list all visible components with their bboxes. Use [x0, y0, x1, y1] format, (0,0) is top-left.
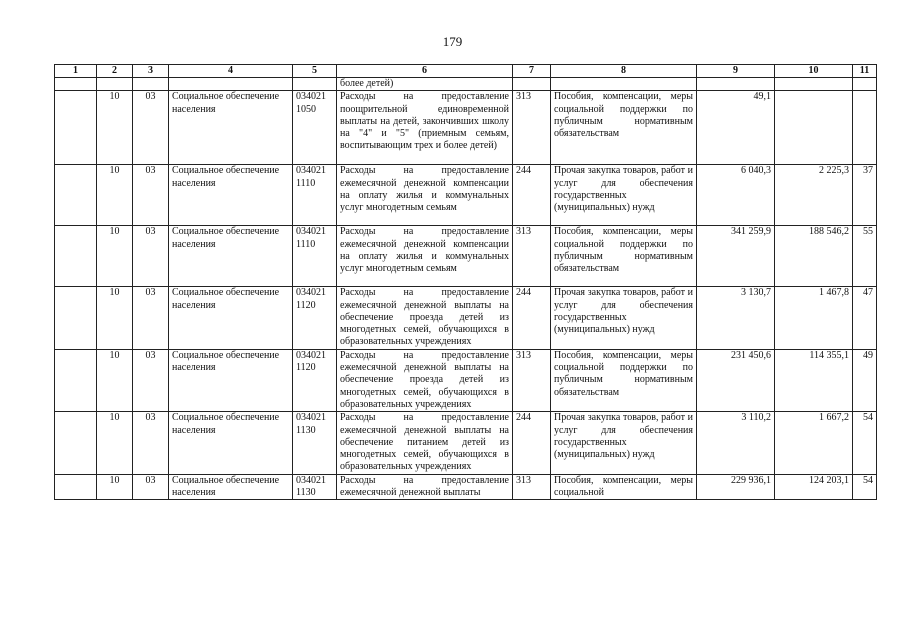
table-cell	[55, 226, 97, 287]
table-cell	[55, 474, 97, 500]
table-cell: 034021 1110	[293, 165, 337, 226]
table-cell: 03	[133, 474, 169, 500]
column-header: 10	[775, 65, 853, 78]
table-cell: 03	[133, 91, 169, 165]
table-cell: 034021 1110	[293, 226, 337, 287]
table-cell: 244	[513, 165, 551, 226]
table-row	[55, 165, 877, 226]
table-cell: Пособия, компенсации, меры социальной	[551, 474, 697, 500]
table-cell: Прочая закупка товаров, работ и услуг для обеспечения государственных (муниципальных) нужд	[551, 287, 697, 349]
table-cell	[55, 165, 97, 226]
table-cell: 3 110,2	[697, 412, 775, 474]
table-cell: Расходы на предоставление ежемесячной денежной компенсации на оплату жилья и коммунальных услуг многодетным семьям	[337, 165, 513, 226]
column-header: 5	[293, 65, 337, 78]
table-cell: 1 467,8	[775, 287, 853, 349]
table-cell: Пособия, компенсации, меры социальной поддержки по публичным нормативным обязательствам	[551, 349, 697, 411]
table-cell: 124 203,1	[775, 474, 853, 500]
table-cell: Расходы на предоставление ежемесячной денежной компенсации на оплату жилья и коммунальных услуг многодетным семьям	[337, 226, 513, 287]
table-cell: 034021 1130	[293, 474, 337, 500]
table-cell: Социальное обеспечение населения	[169, 412, 293, 474]
table-cell: 10	[97, 287, 133, 349]
table-cell: 244	[513, 287, 551, 349]
header-row	[55, 65, 877, 78]
table-cell: 10	[97, 165, 133, 226]
table-cell	[853, 91, 877, 165]
table-cell: Социальное обеспечение населения	[169, 349, 293, 411]
table-cell: 034021 1130	[293, 412, 337, 474]
table-cell: Расходы на предоставление ежемесячной денежной выплаты на обеспечение питанием детей из многодетных семей, обучающихся в образовательных учреждениях	[337, 412, 513, 474]
table-cell: 231 450,6	[697, 349, 775, 411]
table-cell: 313	[513, 91, 551, 165]
table-cell: 10	[97, 412, 133, 474]
table-cell: Социальное обеспечение населения	[169, 91, 293, 165]
column-header: 9	[697, 65, 775, 78]
column-header: 8	[551, 65, 697, 78]
table-cell: 49,1	[697, 91, 775, 165]
table-cell: Расходы на предоставление ежемесячной денежной выплаты на обеспечение проезда детей из многодетных семей, обучающихся в образовательных учреждениях	[337, 287, 513, 349]
table-cell	[55, 412, 97, 474]
table-cell: 10	[97, 91, 133, 165]
table-cell: 244	[513, 412, 551, 474]
page-number: 179	[442, 34, 463, 49]
table-row	[55, 474, 877, 500]
column-header: 3	[133, 65, 169, 78]
column-header: 11	[853, 65, 877, 78]
table-cell: 03	[133, 412, 169, 474]
table-cell: 10	[97, 349, 133, 411]
table-cell: Пособия, компенсации, меры социальной поддержки по публичным нормативным обязательствам	[551, 226, 697, 287]
column-header: 1	[55, 65, 97, 78]
table-cell: Расходы на предоставление поощрительной единовременной выплаты на детей, закончивших школу на "4" и "5" (приемным семьям, воспитывающим трех и более детей)	[337, 91, 513, 165]
table-cell: Социальное обеспечение населения	[169, 165, 293, 226]
table-cell	[55, 287, 97, 349]
table-cell: 313	[513, 349, 551, 411]
column-header: 6	[337, 65, 513, 78]
column-header: 7	[513, 65, 551, 78]
table-cell: 341 259,9	[697, 226, 775, 287]
table-cell	[775, 91, 853, 165]
table-cell: 37	[853, 165, 877, 226]
table-row	[55, 349, 877, 411]
continuation-text: более детей)	[337, 78, 513, 91]
table-cell: 10	[97, 474, 133, 500]
table-cell: Прочая закупка товаров, работ и услуг для обеспечения государственных (муниципальных) нужд	[551, 412, 697, 474]
table-cell: 03	[133, 349, 169, 411]
table-cell: 03	[133, 287, 169, 349]
table-cell: 55	[853, 226, 877, 287]
table-cell: Социальное обеспечение населения	[169, 474, 293, 500]
table-cell: 6 040,3	[697, 165, 775, 226]
table-cell: Социальное обеспечение населения	[169, 287, 293, 349]
table-cell: Расходы на предоставление ежемесячной денежной выплаты	[337, 474, 513, 500]
table-cell: Пособия, компенсации, меры социальной поддержки по публичным нормативным обязательствам	[551, 91, 697, 165]
table-cell: 49	[853, 349, 877, 411]
table-row	[55, 412, 877, 474]
table-cell: 114 355,1	[775, 349, 853, 411]
budget-table	[54, 64, 877, 500]
table-row	[55, 226, 877, 287]
table-cell: 034021 1120	[293, 349, 337, 411]
column-header: 2	[97, 65, 133, 78]
table-cell: Расходы на предоставление ежемесячной денежной выплаты на обеспечение проезда детей из многодетных семей, обучающихся в образовательных учреждениях	[337, 349, 513, 411]
table-cell: 313	[513, 226, 551, 287]
table-cell: 03	[133, 165, 169, 226]
table-row	[55, 287, 877, 349]
table-cell: 3 130,7	[697, 287, 775, 349]
table-cell: 10	[97, 226, 133, 287]
table-cell	[55, 349, 97, 411]
table-cell: Прочая закупка товаров, работ и услуг для обеспечения государственных (муниципальных) нужд	[551, 165, 697, 226]
table-cell: 034021 1120	[293, 287, 337, 349]
table-cell	[55, 91, 97, 165]
table-cell: 2 225,3	[775, 165, 853, 226]
table-cell: 03	[133, 226, 169, 287]
table-cell: 313	[513, 474, 551, 500]
table-cell: 54	[853, 412, 877, 474]
table-row	[55, 91, 877, 165]
table-cell: 1 667,2	[775, 412, 853, 474]
table-cell: 229 936,1	[697, 474, 775, 500]
table-cell: 47	[853, 287, 877, 349]
column-header: 4	[169, 65, 293, 78]
table-cell: Социальное обеспечение населения	[169, 226, 293, 287]
table-cell: 034021 1050	[293, 91, 337, 165]
continuation-row	[55, 78, 877, 91]
table-cell: 54	[853, 474, 877, 500]
table-cell: 188 546,2	[775, 226, 853, 287]
